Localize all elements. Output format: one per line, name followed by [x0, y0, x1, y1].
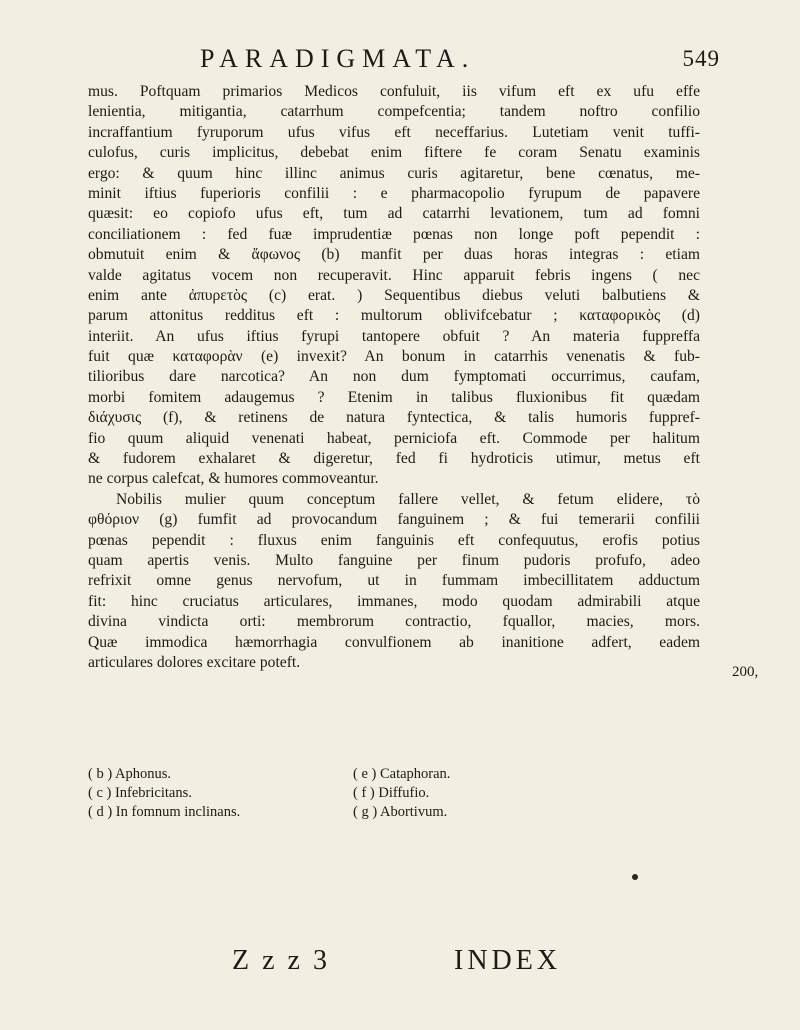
body-text: [88, 82, 700, 673]
text-line: divina vindicta orti: membrorum contractio, fquallor, macies, mors.: [88, 613, 700, 631]
text-line: obmutuit enim & ἄφωνος (b) manfit per duas horas integras : etiam: [88, 246, 700, 264]
ink-spot: [632, 874, 638, 880]
footnote: ( f ) Diffufio.: [353, 785, 430, 801]
text-line: culofus, curis implicitus, debebat enim fiftere fe coram Senatu examinis: [88, 144, 700, 162]
text-line: fio quum aliquid venenati habeat, perniciofa eft. Commode per halitum: [88, 429, 700, 447]
footnote: ( b ) Aphonus.: [88, 766, 171, 782]
text-line: lenientia, mitigantia, catarrhum compefcentia; tandem noftro confilio: [88, 103, 700, 121]
text-line: enim ante ἀπυρετὸς (c) erat. ) Sequentibus diebus veluti balbutiens &: [88, 286, 700, 304]
text-line: ergo: & quum hinc illinc animus curis agitaretur, bene cœnatus, me-: [88, 164, 700, 182]
text-line: interiit. An ufus iftius fyrupi tantopere obfuit ? An materia fuppreffa: [88, 327, 700, 345]
text-line: articulares dolores excitare poteft.: [88, 653, 301, 671]
text-line: valde agitatus vocem non recuperavit. Hinc apparuit febris ingens ( nec: [88, 266, 700, 284]
running-title: PARADIGMATA.: [200, 44, 476, 73]
footnote: ( e ) Cataphoran.: [353, 766, 451, 782]
text-line: Quæ immodica hæmorrhagia convulfionem ab inanitione adfert, eadem: [88, 633, 700, 651]
text-line: Nobilis mulier quum conceptum fallere vellet, & fetum elidere, τὸ: [116, 490, 700, 508]
text-line: incraffantium fyruporum ufus vifus eft neceffarius. Lutetiam venit tuffi-: [88, 123, 700, 141]
text-line: fuit quæ καταφορὰν (e) invexit? An bonum in catarrhis venenatis & fub-: [88, 348, 700, 366]
text-line: pœnas pependit : fluxus enim fanguinis eft confequutus, erofis potius: [88, 531, 700, 549]
catchword: INDEX: [454, 945, 562, 976]
footnote: ( c ) Infebricitans.: [88, 785, 192, 801]
footnote: ( g ) Abortivum.: [353, 804, 448, 820]
text-line: tilioribus dare narcotica? An non dum fymptomati occurrimus, caufam,: [88, 368, 700, 386]
text-line: fit: hinc cruciatus articulares, immanes, modo quodam admirabili atque: [88, 592, 700, 610]
text-line: & fudorem exhalaret & digeretur, fed fi hydroticis utimur, metus eft: [88, 450, 700, 468]
text-line: διάχυσις (f), & retinens de natura fyntectica, & talis humoris fuppref-: [88, 409, 700, 427]
margin-note: 200,: [732, 664, 759, 680]
footnotes-right-column: [353, 765, 450, 822]
text-line: ne corpus calefcat, & humores commoveantur.: [88, 470, 379, 488]
signature-mark: Z z z 3: [232, 945, 330, 976]
text-line: conciliationem : fed fuæ imprudentiæ pœnas non longe poft pependit :: [88, 225, 700, 243]
page-number: 549: [682, 46, 720, 71]
footnote: ( d ) In fomnum inclinans.: [88, 804, 241, 820]
text-line: quam apertis venis. Multo fanguine per finum pudoris profufo, adeo: [88, 551, 700, 569]
text-line: φθόριον (g) fumfit ad provocandum fanguinem ; & fui temerarii confilii: [88, 511, 700, 529]
text-line: refrixit omne genus nervofum, ut in fummam imbecillitatem adductum: [88, 572, 700, 590]
text-line: minit iftius fuperioris confilii : e pharmacopolio fyrupum de papavere: [88, 184, 700, 202]
catchline: [232, 945, 682, 985]
text-line: quæsit: eo copiofo ufus eft, tum ad catarrhi levationem, tum ad fomni: [88, 205, 700, 223]
text-line: morbi fomitem adaugemus ? Etenim in talibus fluxionibus fit quædam: [88, 388, 700, 406]
running-head: [200, 44, 720, 84]
text-line: mus. Poftquam primarios Medicos confuluit, iis vifum eft ex ufu effe: [88, 83, 700, 100]
text-line: parum attonitus redditus eft : multorum oblivifcebatur ; καταφορικὸς (d): [88, 307, 700, 325]
footnotes-left-column: [88, 765, 240, 822]
